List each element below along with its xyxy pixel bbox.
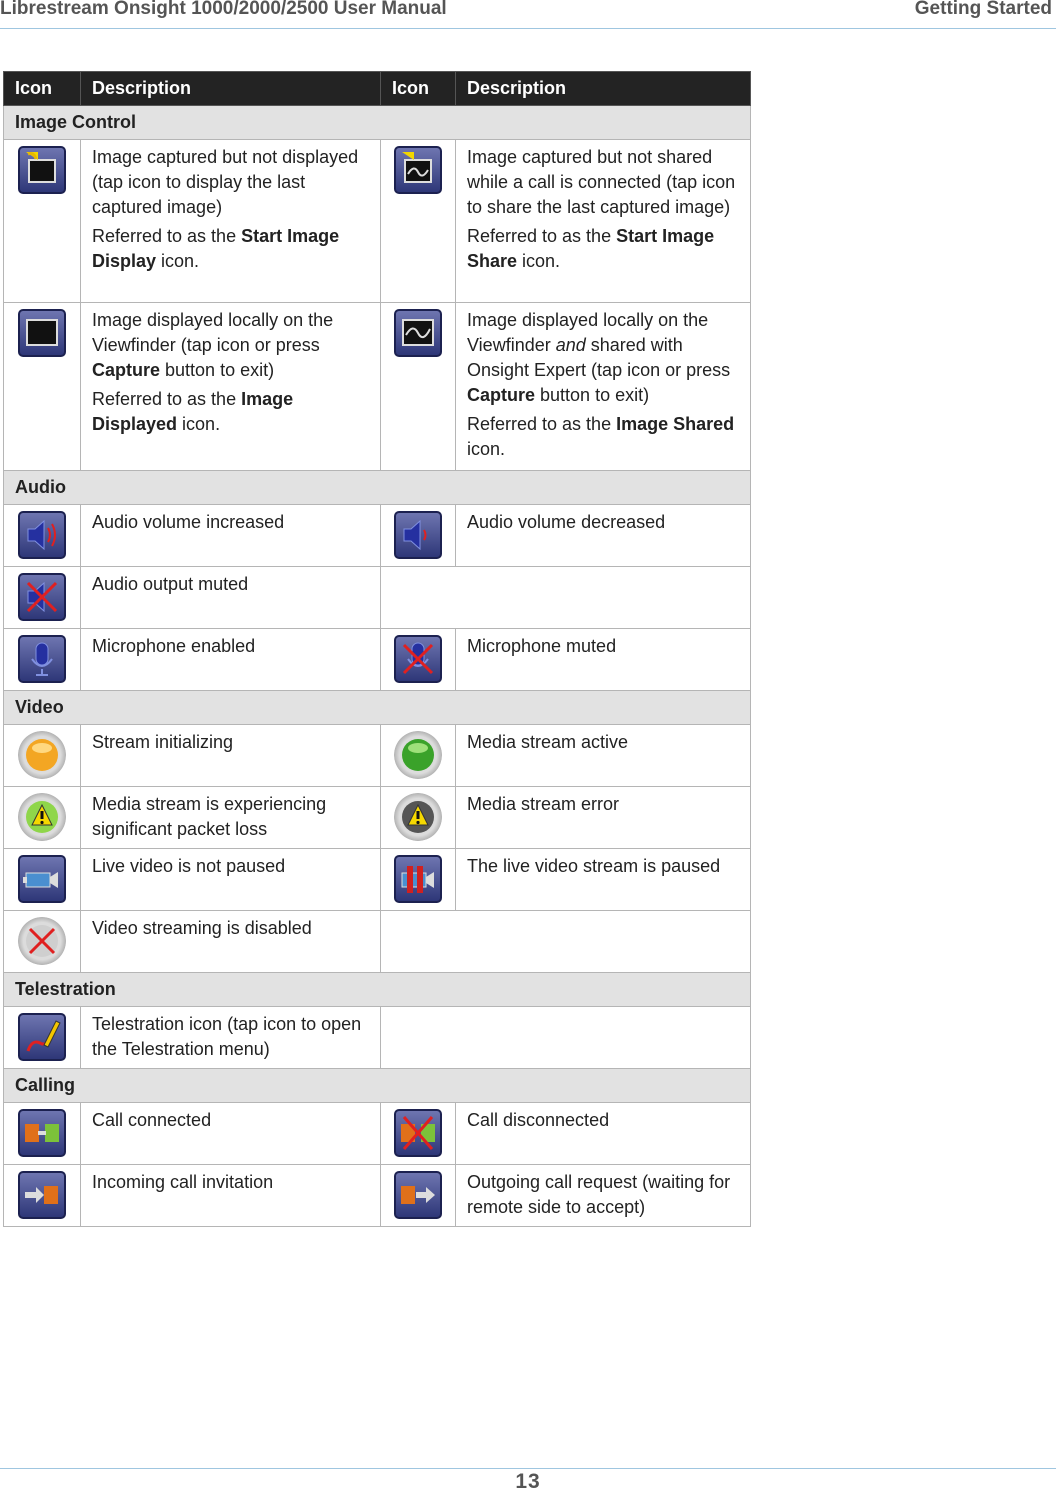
table-row	[4, 567, 751, 629]
col-description-2: Description	[456, 72, 751, 106]
list-item: Media stream active	[456, 725, 751, 787]
stream-error-icon	[394, 793, 442, 841]
packet-loss-warning-icon	[18, 793, 66, 841]
list-item: Live video is not paused	[81, 849, 381, 911]
list-item: Image captured but not displayed (tap icon to display the last captured image) Referred to as the Start Image Display icon.	[81, 140, 381, 303]
col-icon: Icon	[4, 72, 81, 106]
col-description: Description	[81, 72, 381, 106]
list-item: Microphone enabled	[81, 629, 381, 691]
list-item: Audio volume decreased	[456, 505, 751, 567]
start-image-share-icon	[394, 146, 442, 194]
incoming-call-icon	[18, 1171, 66, 1219]
image-shared-icon	[394, 309, 442, 357]
video-paused-icon	[394, 855, 442, 903]
live-video-icon	[18, 855, 66, 903]
section-calling: Calling	[4, 1069, 751, 1103]
audio-muted-icon	[18, 573, 66, 621]
microphone-icon	[18, 635, 66, 683]
section-title: Getting Started	[914, 0, 1052, 19]
list-item: Microphone muted	[456, 629, 751, 691]
list-item: Image displayed locally on the Viewfinder and shared with Onsight Expert (tap icon or press Capture button to exit) Referred to as the Image Shared icon.	[456, 303, 751, 471]
icon-table	[3, 71, 751, 1227]
stream-initializing-icon	[18, 731, 66, 779]
start-image-display-icon	[18, 146, 66, 194]
page-footer	[0, 1468, 1056, 1493]
table-row	[4, 303, 751, 471]
list-item: Image displayed locally on the Viewfinder (tap icon or press Capture button to exit) Referred to as the Image Displayed icon.	[81, 303, 381, 471]
list-item: Telestration icon (tap icon to open the Telestration menu)	[81, 1007, 381, 1069]
list-item: The live video stream is paused	[456, 849, 751, 911]
manual-title: Librestream Onsight 1000/2000/2500 User Manual	[0, 0, 447, 19]
table-row	[4, 505, 751, 567]
section-image-control: Image Control	[4, 106, 751, 140]
list-item: Stream initializing	[81, 725, 381, 787]
table-row	[4, 849, 751, 911]
table-header-row	[4, 72, 751, 106]
table-row	[4, 140, 751, 303]
list-item: Media stream error	[456, 787, 751, 849]
video-disabled-icon	[18, 917, 66, 965]
call-disconnected-icon	[394, 1109, 442, 1157]
table-row	[4, 725, 751, 787]
table-row	[4, 629, 751, 691]
image-displayed-icon	[18, 309, 66, 357]
call-connected-icon	[18, 1109, 66, 1157]
page-number: 13	[515, 1470, 541, 1493]
list-item: Image captured but not shared while a call is connected (tap icon to share the last captured image) Referred to as the Start Image Share icon.	[456, 140, 751, 303]
table-row	[4, 911, 751, 973]
list-item: Audio volume increased	[81, 505, 381, 567]
list-item: Call disconnected	[456, 1103, 751, 1165]
microphone-muted-icon	[394, 635, 442, 683]
telestration-icon	[18, 1013, 66, 1061]
table-row	[4, 787, 751, 849]
col-icon-2: Icon	[381, 72, 456, 106]
table-row	[4, 1165, 751, 1227]
list-item: Audio output muted	[81, 567, 381, 629]
table-row	[4, 1103, 751, 1165]
page-header	[0, 0, 1056, 29]
stream-active-icon	[394, 731, 442, 779]
list-item: Call connected	[81, 1103, 381, 1165]
section-video: Video	[4, 691, 751, 725]
outgoing-call-icon	[394, 1171, 442, 1219]
list-item: Incoming call invitation	[81, 1165, 381, 1227]
section-audio: Audio	[4, 471, 751, 505]
list-item: Outgoing call request (waiting for remote side to accept)	[456, 1165, 751, 1227]
volume-up-icon	[18, 511, 66, 559]
list-item: Media stream is experiencing significant packet loss	[81, 787, 381, 849]
volume-down-icon	[394, 511, 442, 559]
section-telestration: Telestration	[4, 973, 751, 1007]
table-row	[4, 1007, 751, 1069]
list-item: Video streaming is disabled	[81, 911, 381, 973]
